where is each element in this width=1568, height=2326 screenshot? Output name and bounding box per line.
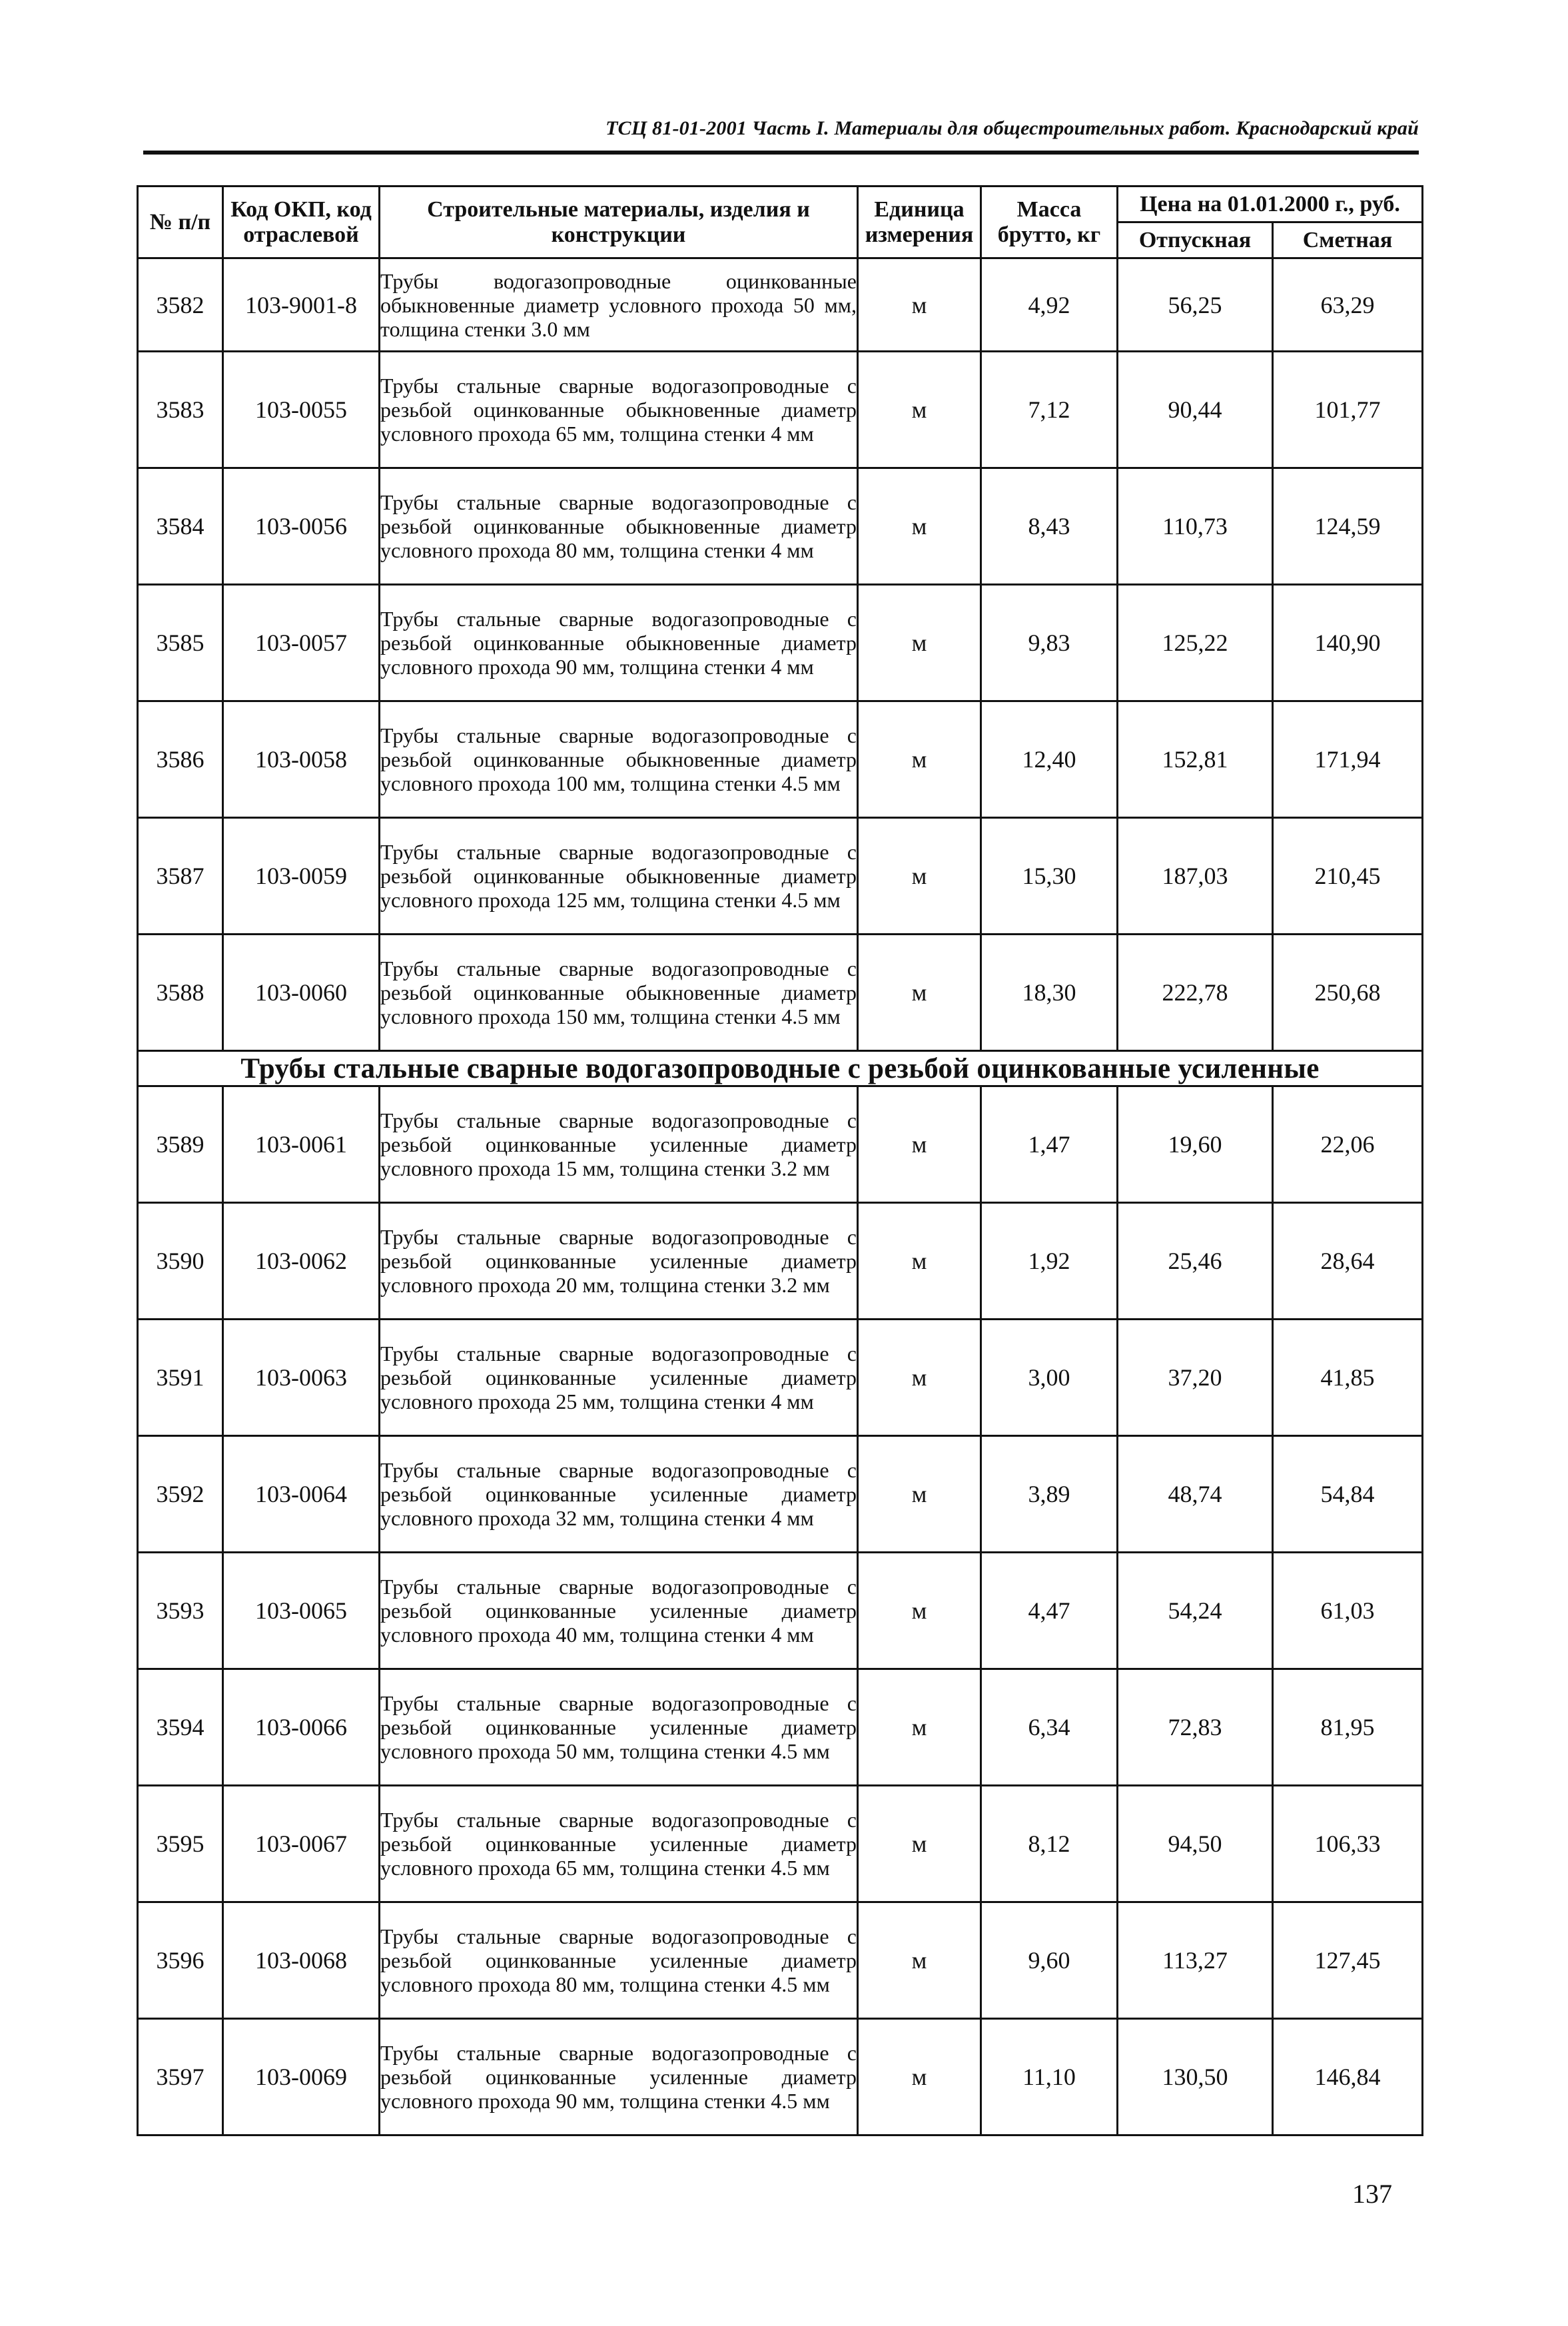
- table-row: [138, 352, 1423, 468]
- row-price-release: 187,03: [1118, 818, 1273, 935]
- row-desc: Трубы стальные сварные водогазопроводные с резьбой оцинкованные усиленные диаметр условного прохода 80 мм, толщина стенки 4.5 мм: [380, 1902, 858, 2019]
- row-num: 3583: [138, 352, 223, 468]
- table-row: [138, 468, 1423, 585]
- row-code: 103-0060: [223, 935, 380, 1051]
- table-row: [138, 585, 1423, 701]
- section-title: Трубы стальные сварные водогазопроводные с резьбой оцинкованные усиленные: [138, 1051, 1423, 1086]
- row-price-release: 152,81: [1118, 701, 1273, 818]
- row-unit: м: [858, 258, 981, 352]
- row-price-release: 90,44: [1118, 352, 1273, 468]
- row-desc: Трубы водогазопроводные оцинкованные обыкновенные диаметр условного прохода 50 мм, толщина стенки 3.0 мм: [380, 258, 858, 352]
- row-price-estimate: 28,64: [1273, 1203, 1423, 1320]
- page-number: 137: [1352, 2179, 1392, 2209]
- row-code: 103-9001-8: [223, 258, 380, 352]
- row-code: 103-0067: [223, 1786, 380, 1902]
- row-desc: Трубы стальные сварные водогазопроводные с резьбой оцинкованные усиленные диаметр условного прохода 25 мм, толщина стенки 4 мм: [380, 1320, 858, 1436]
- col-header-price-group: Цена на 01.01.2000 г., руб.: [1118, 187, 1423, 222]
- row-mass: 18,30: [981, 935, 1118, 1051]
- row-num: 3594: [138, 1669, 223, 1786]
- table-row: [138, 1786, 1423, 1902]
- table-row: [138, 935, 1423, 1051]
- row-price-estimate: 41,85: [1273, 1320, 1423, 1436]
- row-price-release: 94,50: [1118, 1786, 1273, 1902]
- row-price-release: 130,50: [1118, 2019, 1273, 2135]
- row-unit: м: [858, 2019, 981, 2135]
- row-desc: Трубы стальные сварные водогазопроводные с резьбой оцинкованные обыкновенные диаметр условного прохода 150 мм, толщина стенки 4.5 мм: [380, 935, 858, 1051]
- section-row: [138, 1051, 1423, 1086]
- table-row: [138, 258, 1423, 352]
- row-price-release: 222,78: [1118, 935, 1273, 1051]
- col-header-mass: Масса брутто, кг: [981, 187, 1118, 258]
- row-price-estimate: 106,33: [1273, 1786, 1423, 1902]
- row-desc: Трубы стальные сварные водогазопроводные с резьбой оцинкованные обыкновенные диаметр условного прохода 90 мм, толщина стенки 4 мм: [380, 585, 858, 701]
- row-mass: 11,10: [981, 2019, 1118, 2135]
- row-price-estimate: 63,29: [1273, 258, 1423, 352]
- row-unit: м: [858, 468, 981, 585]
- row-mass: 4,47: [981, 1553, 1118, 1669]
- table-row: [138, 2019, 1423, 2135]
- table-row: [138, 818, 1423, 935]
- col-header-code: Код ОКП, код отраслевой: [223, 187, 380, 258]
- row-num: 3590: [138, 1203, 223, 1320]
- row-price-release: 25,46: [1118, 1203, 1273, 1320]
- row-mass: 8,12: [981, 1786, 1118, 1902]
- row-num: 3592: [138, 1436, 223, 1553]
- row-price-release: 56,25: [1118, 258, 1273, 352]
- col-header-price-release: Отпускная: [1118, 222, 1273, 258]
- row-code: 103-0068: [223, 1902, 380, 2019]
- table-row: [138, 1553, 1423, 1669]
- table-row: [138, 701, 1423, 818]
- col-header-num: № п/п: [138, 187, 223, 258]
- row-num: 3586: [138, 701, 223, 818]
- row-mass: 9,83: [981, 585, 1118, 701]
- row-code: 103-0065: [223, 1553, 380, 1669]
- table-row: [138, 1902, 1423, 2019]
- row-num: 3585: [138, 585, 223, 701]
- row-price-estimate: 127,45: [1273, 1902, 1423, 2019]
- row-num: 3595: [138, 1786, 223, 1902]
- row-desc: Трубы стальные сварные водогазопроводные с резьбой оцинкованные усиленные диаметр условного прохода 90 мм, толщина стенки 4.5 мм: [380, 2019, 858, 2135]
- row-unit: м: [858, 1436, 981, 1553]
- row-desc: Трубы стальные сварные водогазопроводные с резьбой оцинкованные обыкновенные диаметр условного прохода 100 мм, толщина стенки 4.5 мм: [380, 701, 858, 818]
- row-price-release: 110,73: [1118, 468, 1273, 585]
- row-price-estimate: 22,06: [1273, 1086, 1423, 1203]
- table-row: [138, 1669, 1423, 1786]
- col-header-desc: Строительные материалы, изделия и конструкции: [380, 187, 858, 258]
- col-header-unit: Единица измерения: [858, 187, 981, 258]
- row-unit: м: [858, 935, 981, 1051]
- row-unit: м: [858, 352, 981, 468]
- row-desc: Трубы стальные сварные водогазопроводные с резьбой оцинкованные усиленные диаметр условного прохода 65 мм, толщина стенки 4.5 мм: [380, 1786, 858, 1902]
- row-price-release: 113,27: [1118, 1902, 1273, 2019]
- row-mass: 1,92: [981, 1203, 1118, 1320]
- row-price-estimate: 54,84: [1273, 1436, 1423, 1553]
- row-mass: 12,40: [981, 701, 1118, 818]
- row-code: 103-0061: [223, 1086, 380, 1203]
- row-mass: 6,34: [981, 1669, 1118, 1786]
- row-price-estimate: 250,68: [1273, 935, 1423, 1051]
- header-text: ТСЦ 81-01-2001 Часть I. Материалы для общестроительных работ. Краснодарский край: [605, 117, 1419, 139]
- row-num: 3589: [138, 1086, 223, 1203]
- row-num: 3584: [138, 468, 223, 585]
- row-price-estimate: 171,94: [1273, 701, 1423, 818]
- row-price-release: 37,20: [1118, 1320, 1273, 1436]
- row-code: 103-0062: [223, 1203, 380, 1320]
- row-unit: м: [858, 1669, 981, 1786]
- row-mass: 3,89: [981, 1436, 1118, 1553]
- row-price-release: 19,60: [1118, 1086, 1273, 1203]
- running-header: [143, 112, 1419, 155]
- row-price-release: 54,24: [1118, 1553, 1273, 1669]
- row-num: 3587: [138, 818, 223, 935]
- row-desc: Трубы стальные сварные водогазопроводные с резьбой оцинкованные обыкновенные диаметр условного прохода 80 мм, толщина стенки 4 мм: [380, 468, 858, 585]
- row-num: 3591: [138, 1320, 223, 1436]
- row-price-release: 125,22: [1118, 585, 1273, 701]
- row-mass: 3,00: [981, 1320, 1118, 1436]
- row-code: 103-0056: [223, 468, 380, 585]
- row-code: 103-0059: [223, 818, 380, 935]
- row-code: 103-0069: [223, 2019, 380, 2135]
- row-unit: м: [858, 1902, 981, 2019]
- row-price-estimate: 61,03: [1273, 1553, 1423, 1669]
- row-price-estimate: 146,84: [1273, 2019, 1423, 2135]
- row-unit: м: [858, 1786, 981, 1902]
- row-desc: Трубы стальные сварные водогазопроводные с резьбой оцинкованные усиленные диаметр условного прохода 40 мм, толщина стенки 4 мм: [380, 1553, 858, 1669]
- row-num: 3588: [138, 935, 223, 1051]
- row-code: 103-0055: [223, 352, 380, 468]
- row-unit: м: [858, 1203, 981, 1320]
- row-price-estimate: 124,59: [1273, 468, 1423, 585]
- row-desc: Трубы стальные сварные водогазопроводные с резьбой оцинкованные обыкновенные диаметр условного прохода 65 мм, толщина стенки 4 мм: [380, 352, 858, 468]
- row-mass: 9,60: [981, 1902, 1118, 2019]
- row-unit: м: [858, 1086, 981, 1203]
- row-desc: Трубы стальные сварные водогазопроводные с резьбой оцинкованные усиленные диаметр условного прохода 32 мм, толщина стенки 4 мм: [380, 1436, 858, 1553]
- table-row: [138, 1436, 1423, 1553]
- row-code: 103-0063: [223, 1320, 380, 1436]
- row-unit: м: [858, 701, 981, 818]
- row-unit: м: [858, 818, 981, 935]
- row-unit: м: [858, 585, 981, 701]
- row-desc: Трубы стальные сварные водогазопроводные с резьбой оцинкованные усиленные диаметр условного прохода 20 мм, толщина стенки 3.2 мм: [380, 1203, 858, 1320]
- row-mass: 8,43: [981, 468, 1118, 585]
- row-code: 103-0064: [223, 1436, 380, 1553]
- row-mass: 7,12: [981, 352, 1118, 468]
- row-price-release: 48,74: [1118, 1436, 1273, 1553]
- row-price-estimate: 140,90: [1273, 585, 1423, 701]
- row-price-estimate: 210,45: [1273, 818, 1423, 935]
- row-num: 3597: [138, 2019, 223, 2135]
- row-num: 3596: [138, 1902, 223, 2019]
- row-num: 3582: [138, 258, 223, 352]
- row-code: 103-0058: [223, 701, 380, 818]
- row-code: 103-0066: [223, 1669, 380, 1786]
- table-row: [138, 1320, 1423, 1436]
- row-mass: 1,47: [981, 1086, 1118, 1203]
- row-unit: м: [858, 1320, 981, 1436]
- row-desc: Трубы стальные сварные водогазопроводные с резьбой оцинкованные усиленные диаметр условного прохода 15 мм, толщина стенки 3.2 мм: [380, 1086, 858, 1203]
- row-price-estimate: 101,77: [1273, 352, 1423, 468]
- row-code: 103-0057: [223, 585, 380, 701]
- table-row: [138, 1203, 1423, 1320]
- row-price-release: 72,83: [1118, 1669, 1273, 1786]
- row-mass: 4,92: [981, 258, 1118, 352]
- row-price-estimate: 81,95: [1273, 1669, 1423, 1786]
- row-unit: м: [858, 1553, 981, 1669]
- row-num: 3593: [138, 1553, 223, 1669]
- row-desc: Трубы стальные сварные водогазопроводные с резьбой оцинкованные усиленные диаметр условного прохода 50 мм, толщина стенки 4.5 мм: [380, 1669, 858, 1786]
- row-mass: 15,30: [981, 818, 1118, 935]
- row-desc: Трубы стальные сварные водогазопроводные с резьбой оцинкованные обыкновенные диаметр условного прохода 125 мм, толщина стенки 4.5 мм: [380, 818, 858, 935]
- price-table: [137, 185, 1423, 2136]
- col-header-price-estimate: Сметная: [1273, 222, 1423, 258]
- table-row: [138, 1086, 1423, 1203]
